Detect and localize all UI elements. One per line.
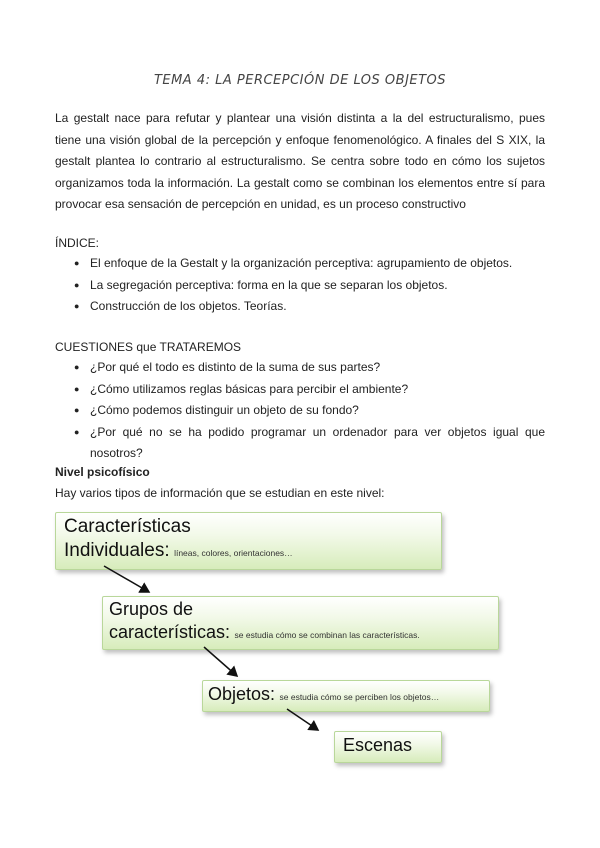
box3-note: se estudia cómo se perciben los objetos… [279, 692, 440, 702]
box2-line1: Grupos de [109, 599, 194, 619]
box4-label: Escenas [343, 735, 413, 755]
arrow-1 [104, 566, 149, 592]
list-item: ● ¿Por qué no se ha podido programar un ordenador para ver objetos igual que nosotros? [55, 422, 545, 465]
bullet-icon: ● [74, 258, 80, 268]
box2-note: se estudia cómo se combinan las características. [234, 630, 420, 640]
bullet-icon: ● [74, 279, 80, 290]
bullet-icon: ● [74, 405, 80, 415]
box2-line2: características: [109, 622, 231, 642]
nivel-heading: Nivel psicofísico [55, 465, 150, 479]
list-item: ● ¿Cómo podemos distinguir un objeto de su fondo? [55, 400, 545, 422]
intro-paragraph: La gestalt nace para refutar y plantear una visión distinta a la del estructuralismo, pues tiene una visión global de la percepción y enfoque fenomenológico. A finales del S XIX, la gestalt plantea lo contrario al estructuralismo. Se centra sobre todo en cómo los sujetos organizamos toda la información. La gestalt como se combinan los elementos entre sí para provocar esa sensación de percepción en unidad, es un proceso constructivo [55, 111, 545, 211]
box3-label: Objetos: [208, 684, 276, 704]
box1-note: líneas, colores, orientaciones… [174, 548, 293, 558]
page-title: TEMA 4: LA PERCEPCIÓN DE LOS OBJETOS [153, 73, 447, 88]
list-item: ● ¿Cómo utilizamos reglas básicas para percibir el ambiente? [55, 379, 545, 401]
questions-heading: CUESTIONES que TRATAREMOS [55, 340, 242, 354]
bullet-icon: ● [74, 426, 80, 437]
box1-line1: Características [64, 516, 191, 537]
bullet-icon: ● [74, 301, 80, 311]
index-heading: ÍNDICE: [55, 236, 100, 250]
list-item: ● La segregación perceptiva: forma en la que se separan los objetos. [55, 275, 545, 297]
box1-line2: Individuales: [64, 540, 170, 561]
list-item: ● ¿Por qué el todo es distinto de la suma de sus partes? [55, 357, 545, 379]
list-item: ● Construcción de los objetos. Teorías. [55, 296, 545, 318]
arrow-3 [287, 709, 318, 730]
bullet-icon: ● [74, 383, 80, 394]
arrow-2 [204, 647, 237, 676]
bullet-icon: ● [74, 362, 80, 372]
nivel-text: Hay varios tipos de información que se estudian en este nivel: [55, 486, 385, 500]
list-item: ● El enfoque de la Gestalt y la organización perceptiva: agrupamiento de objetos. [55, 253, 545, 275]
